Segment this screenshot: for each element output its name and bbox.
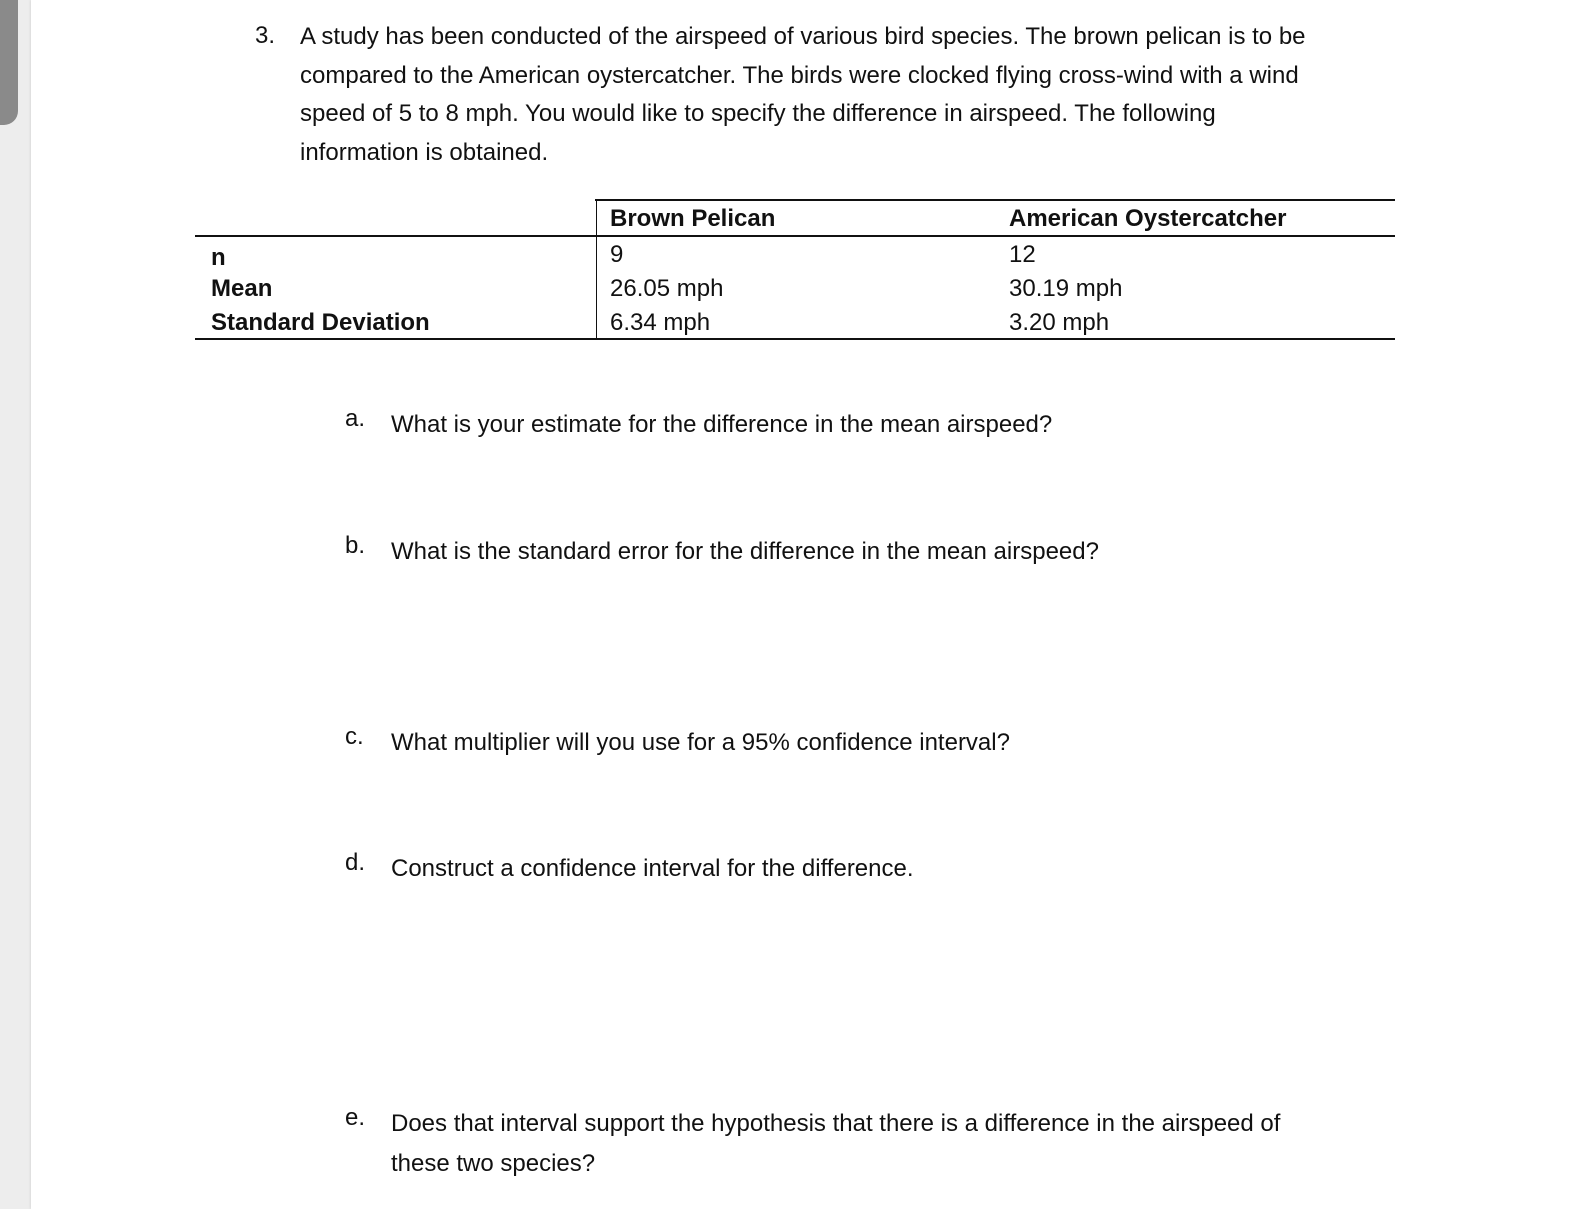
oystercatcher-n: 12 <box>1009 241 1036 268</box>
side-panel-tab[interactable] <box>0 0 18 125</box>
question-line: information is obtained. <box>300 138 549 166</box>
part-question-text <box>391 723 1010 763</box>
part-question-line: What multiplier will you use for a 95% confidence interval? <box>391 729 1010 756</box>
question-number: 3. <box>255 22 276 49</box>
part-question-text <box>391 849 914 889</box>
pelican-standard-deviation: 6.34 mph <box>610 309 711 336</box>
part-question-line: What is your estimate for the difference in the mean airspeed? <box>391 411 1053 438</box>
data-table <box>195 199 1395 341</box>
table-top-rule <box>595 199 1395 201</box>
row-label-standard-deviation: Standard Deviation <box>211 309 430 336</box>
part-letter: e. <box>345 1104 366 1131</box>
part-question-text <box>391 1104 1280 1184</box>
part-question-text <box>391 405 1052 445</box>
part-letter: c. <box>345 723 364 750</box>
question-line: compared to the American oystercatcher. The birds were clocked flying cross-wind with a wind <box>300 61 1299 89</box>
question-line: A study has been conducted of the airspeed of various bird species. The brown pelican is to be <box>300 23 1306 50</box>
part-question-line: What is the standard error for the difference in the mean airspeed? <box>391 538 1099 565</box>
table-column-divider <box>596 199 597 340</box>
row-label-n: n <box>211 244 226 271</box>
part-question-line: Does that interval support the hypothesis that there is a difference in the airspeed of <box>391 1110 1281 1137</box>
part-question-line: these two species? <box>391 1150 596 1177</box>
oystercatcher-mean: 30.19 mph <box>1009 275 1123 302</box>
column-header-brown-pelican: Brown Pelican <box>610 205 776 232</box>
part-letter: b. <box>345 532 366 559</box>
question-text <box>300 18 1420 172</box>
document-page <box>31 0 1584 1209</box>
part-letter: d. <box>345 849 366 876</box>
column-header-american-oystercatcher: American Oystercatcher <box>1009 205 1287 232</box>
pelican-n: 9 <box>610 241 624 268</box>
part-question-text <box>391 532 1099 572</box>
part-question-line: Construct a confidence interval for the difference. <box>391 855 914 882</box>
table-header-rule <box>195 235 1395 237</box>
oystercatcher-standard-deviation: 3.20 mph <box>1009 309 1110 336</box>
question-line: speed of 5 to 8 mph. You would like to specify the difference in airspeed. The following <box>300 100 1216 127</box>
table-bottom-rule <box>195 338 1395 340</box>
row-label-mean: Mean <box>211 275 273 302</box>
pelican-mean: 26.05 mph <box>610 275 724 302</box>
part-letter: a. <box>345 405 366 432</box>
